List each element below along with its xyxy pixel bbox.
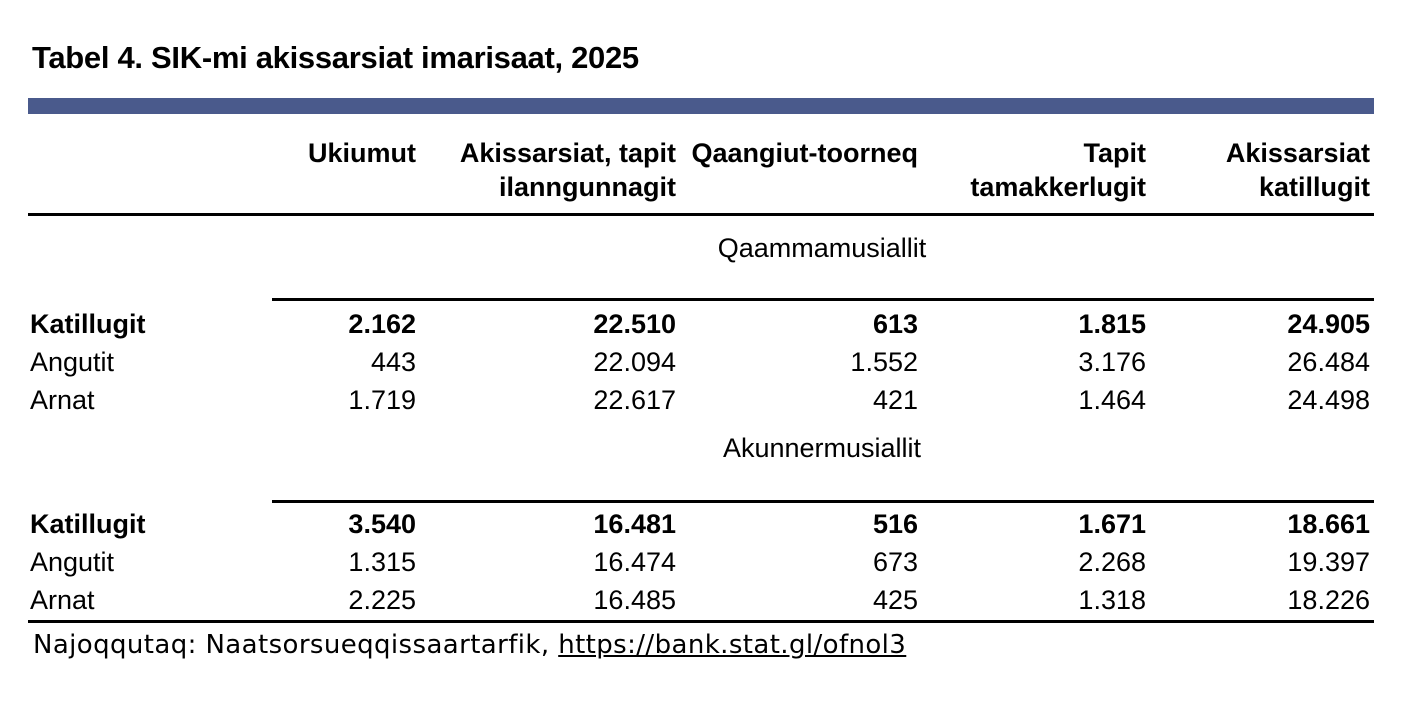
cell-value: 1.815	[1078, 309, 1146, 339]
section-label-qaammamusiallit: Qaammamusiallit	[717, 233, 927, 263]
table-title: Tabel 4. SIK-mi akissarsiat imarisaat, 2025	[32, 40, 639, 75]
header-rule	[28, 213, 1374, 216]
column-header-tapit-tamakkerlugit: Tapit tamakkerlugit	[970, 138, 1146, 202]
title-underline-bar	[28, 98, 1374, 114]
cell-value: 613	[872, 309, 918, 339]
cell-value: 443	[370, 347, 416, 377]
cell-value: 3.540	[348, 509, 416, 539]
cell-value: 1.315	[348, 547, 416, 577]
cell-value: 1.464	[1078, 385, 1146, 415]
cell-value: 26.484	[1287, 347, 1370, 377]
source-link[interactable]: https://bank.stat.gl/ofnol3	[558, 630, 907, 660]
row-label: Angutit	[30, 347, 115, 377]
cell-value: 1.671	[1078, 509, 1146, 539]
cell-value: 1.318	[1078, 585, 1146, 615]
row-label: Katillugit	[30, 309, 146, 339]
cell-value: 24.905	[1287, 309, 1370, 339]
cell-value: 16.481	[593, 509, 676, 539]
cell-value: 16.474	[593, 547, 676, 577]
cell-value: 22.617	[593, 385, 676, 415]
column-header-akissarsiat-katillugit: Akissarsiat katillugit	[1225, 138, 1370, 202]
cell-value: 19.397	[1287, 547, 1370, 577]
cell-value: 421	[872, 385, 918, 415]
row-label: Katillugit	[30, 509, 146, 539]
cell-value: 24.498	[1287, 385, 1370, 415]
cell-value: 1.719	[348, 385, 416, 415]
column-header-akissarsiat-tapit: Akissarsiat, tapit ilanngunnagit	[459, 138, 676, 202]
cell-value: 22.094	[593, 347, 676, 377]
cell-value: 16.485	[593, 585, 676, 615]
cell-value: 22.510	[593, 309, 676, 339]
cell-value: 2.268	[1078, 547, 1146, 577]
row-label: Arnat	[30, 385, 95, 415]
cell-value: 516	[872, 509, 918, 539]
cell-value: 425	[872, 585, 918, 615]
row-label: Angutit	[30, 547, 115, 577]
source-prefix: Najoqqutaq: Naatsorsueqqissaartarfik,	[33, 630, 559, 660]
cell-value: 3.176	[1078, 347, 1146, 377]
section-label-akunnermusiallit: Akunnermusiallit	[722, 433, 922, 463]
cell-value: 2.225	[348, 585, 416, 615]
cell-value: 18.661	[1287, 509, 1370, 539]
cell-value: 2.162	[348, 309, 416, 339]
cell-value: 673	[872, 547, 918, 577]
cell-value: 1.552	[850, 347, 918, 377]
column-header-ukiumut: Ukiumut	[308, 138, 416, 168]
source-note	[33, 630, 906, 660]
column-header-qaangiut: Qaangiut-toorneq	[691, 138, 918, 168]
section-rule-2	[272, 500, 1374, 503]
row-label: Arnat	[30, 585, 95, 615]
bottom-rule	[28, 620, 1374, 623]
section-rule-1	[272, 298, 1374, 301]
cell-value: 18.226	[1287, 585, 1370, 615]
